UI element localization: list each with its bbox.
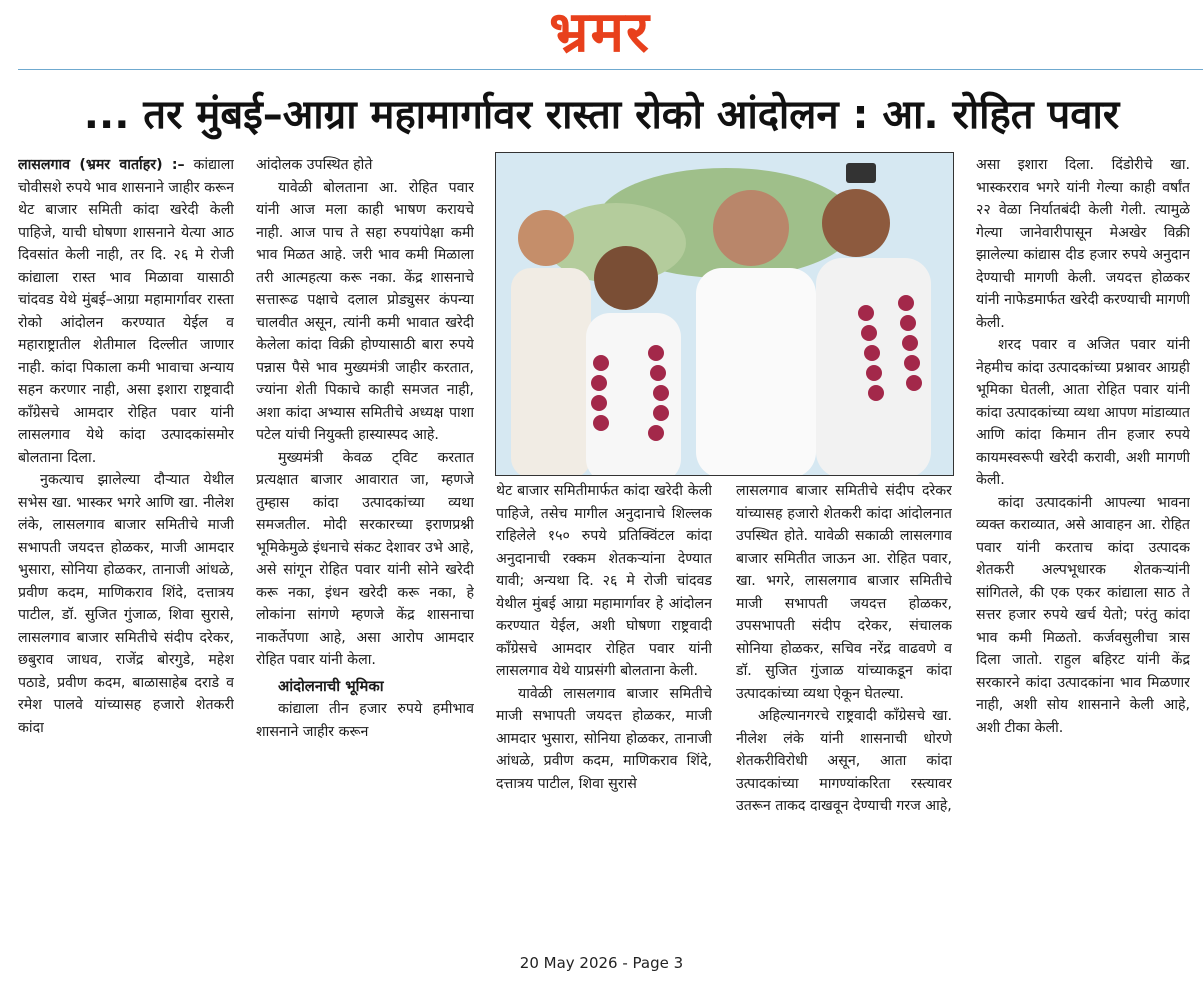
article-paragraph: असा इशारा दिला. दिंडोरीचे खा. भास्करराव भगरे यांनी गेल्या काही वर्षांत २२ वेळा निर्यातबंदी केली गेली. त्यामुळे गेल्या जानेवारीपासून मेअखेर विक्री झालेल्या कांद्यास दीड हजार रुपये अनुदान देण्याची मागणी केली. जयदत्त होळकर यांनी नाफेडमार्फत खरेदी करण्याची मागणी केली. <box>976 157 1190 331</box>
article-column-4 <box>736 480 952 928</box>
article-subheading: आंदोलनाची भूमिका <box>278 677 384 695</box>
article-paragraph <box>18 154 234 469</box>
article-headline: ... तर मुंबई–आग्रा महामार्गावर रास्ता रोको आंदोलन : आ. रोहित पवार <box>83 92 1120 138</box>
article-column-1 <box>18 154 234 928</box>
article-photo <box>495 152 954 476</box>
paragraph-text: कांद्याला चोवीसशे रुपये भाव शासनाने जाहीर करून थेट बाजार समिती कांदा खरेदी केली पाहिजे, याची घोषणा शासनाने येत्या आठ दिवसांत केली नाही, तर दि. २६ मे रोजी कांद्याला रास्त भाव मिळावा यासाठी चांदवड येथे मुंबई–आग्रा महामार्गावर रास्ता रोको आंदोलन करण्यात येईल व महाराष्ट्रातील शेतीमाल दिल्लीत जाणार नाही. कांदा पिकाला कमी भावाचा अन्याय सहन करणार नाही, असा इशारा राष्ट्रवादी काँग्रेसचे आमदार रोहित पवार यांनी लासलगाव येथे कांदा उत्पादकांसमोर बोलताना दिला. <box>18 157 234 466</box>
article-paragraph: कांद्याला तीन हजार रुपये हमीभाव शासनाने जाहीर करून <box>256 701 474 740</box>
page-footer: 20 May 2026 - Page 3 <box>519 954 684 972</box>
article-paragraph: यावेळी लासलगाव बाजार समितीचे माजी सभापती जयदत्त होळकर, माजी आमदार भुसारा, सोनिया होळकर, तानाजी आंधळे, प्रवीण कदम, माणिकराव शिंदे, दत्तात्रय पाटील, शिवा सुरासे <box>496 685 712 792</box>
article-paragraph: अहिल्यानगरचे राष्ट्रवादी काँग्रेसचे खा. नीलेश लंके यांनी शासनाची धोरणे शेतकरीविरोधी असून, आता कांदा उत्पादकांच्या मागण्यांकरिता रस्त्यावर उतरून ताकद दाखवून देण्याची गरज आहे, <box>736 708 952 814</box>
article-paragraph: कांदा उत्पादकांनी आपल्या भावना व्यक्त कराव्यात, असे आवाहन आ. रोहित पवार यांनी करताच कांदा उत्पादक शेतकरी अल्पभूधारक शेतकऱ्यांनी सांगितले, की एक एकर कांद्याला साठ ते सत्तर हजार रुपये खर्च येतो; परंतु कांदा भाव कमी मिळतो. कर्जवसुलीचा त्रास दिला जातो. राहुल बहिरट यांनी केंद्र सरकारने कांदा उत्पादकांना भाव मिळणार नाही, अशी सोय शासनाने केली आहे, अशी टीका केली. <box>976 494 1190 736</box>
photo-illustration <box>496 153 953 475</box>
article-paragraph: नुकत्याच झालेल्या दौऱ्यात येथील सभेस खा. भास्कर भगरे आणि खा. नीलेश लंके, लासलगाव बाजार समितीचे माजी सभापती जयदत्त होळकर, माजी आमदार भुसारा, सोनिया होळकर, तानाजी आंधळे, प्रवीण कदम, माणिकराव शिंदे, दत्तात्रय पाटील, डॉ. सुजित गुंजाळ, शिवा सुरासे, लासलगाव बाजार समितीचे संदीप दरेकर, छबुराव जाधव, राजेंद्र बोरगुडे, महेश पठाडे, प्रवीण कदम, बाळासाहेब दराडे व रमेश पालवे यांच्यासह हजारो शेतकरी कांदा <box>18 472 234 736</box>
article-dateline: लासलगाव (भ्रमर वार्ताहर) :– <box>18 157 185 173</box>
article-paragraph: आंदोलक उपस्थित होते <box>256 157 373 173</box>
masthead-logo: भ्रमर <box>549 0 651 65</box>
article-paragraph: मुख्यमंत्री केवळ ट्विट करतात प्रत्यक्षात बाजार आवारात जा, म्हणजे तुम्हास कांदा उत्पादकांच्या व्यथा समजतील. मोदी सरकारच्या इराणप्रश्नी भूमिकेमुळे इंधनाचे संकट देशावर उभे आहे, असे सांगून रोहित पवार यांनी सोने खरेदी करू नका, इंधन खरेदी करू नका, हे लोकांना सांगणे म्हणजे केंद्र शासनाचा नाकर्तेपणा आहे, असा आरोप आमदार रोहित पवार यांनी केला. <box>256 449 474 668</box>
article-paragraph: थेट बाजार समितीमार्फत कांदा खरेदी केली पाहिजे, तसेच मागील अनुदानाचे शिल्लक राहिलेले १५० रुपये प्रतिक्विंटल कांदा अनुदानाची रक्कम शेतकऱ्यांना देण्यात यावी; अन्यथा दि. २६ मे रोजी चांदवड येथील मुंबई आग्रा महामार्गावर हे आंदोलन करण्यात येईल, अशी घोषणा राष्ट्रवादी काँग्रेसचे आमदार रोहित पवार यांनी लासलगाव येथे याप्रसंगी बोलताना केली. <box>496 483 712 679</box>
article-column-5 <box>976 154 1190 928</box>
article-paragraph: शरद पवार व अजित पवार यांनी नेहमीच कांदा उत्पादकांच्या प्रश्नावर आग्रही भूमिका घेतली, आता रोहित पवार यांनी कांदा उत्पादकांच्या व्यथा आपण मांडाव्यात आणि कांदा किमान तीन हजार रुपये कायमस्वरूपी खरेदी करावी, अशी मागणी केली. <box>976 337 1190 488</box>
header-divider <box>18 69 1203 70</box>
article-column-2 <box>256 154 474 928</box>
article-column-3 <box>496 480 712 928</box>
article-paragraph: यावेळी बोलताना आ. रोहित पवार यांनी आज मला काही भाषण करायचे नाही. आज पाच ते सहा रुपयांपेक्षा कमी भाव मिळत आहे. जरी भाव कमी मिळाला तरी आत्महत्या करू नका. केंद्र शासनाचे सत्तारूढ पक्षाचे दलाल प्रोड्युसर कंपन्या चालवीत असून, त्यांनी कमी भावात खरेदी केलेला कांदा विक्री होण्यासाठी बारा रुपये पन्नास पैसे भाव मुख्यमंत्री जाहीर करतात, ज्यांना शेती पिकाचे काही समजत नाही, अशा कांदा अभ्यास समितीचे अध्यक्ष पाशा पटेल यांची नियुक्ती हास्यास्पद आहे. <box>256 179 474 443</box>
article-paragraph: लासलगाव बाजार समितीचे संदीप दरेकर यांच्यासह हजारो शेतकरी कांदा आंदोलनात उपस्थित होते. यावेळी सकाळी लासलगाव बाजार समितीत जाऊन आ. रोहित पवार, खा. भगरे, लासलगाव बाजार समितीचे माजी सभापती जयदत्त होळकर, उपसभापती संदीप दरेकर, संचालक सोनिया होळकर, सचिव नरेंद्र वाढवणे व डॉ. सुजित गुंजाळ यांच्याकडून कांदा उत्पादकांच्या व्यथा ऐकून घेतल्या. <box>736 483 952 702</box>
